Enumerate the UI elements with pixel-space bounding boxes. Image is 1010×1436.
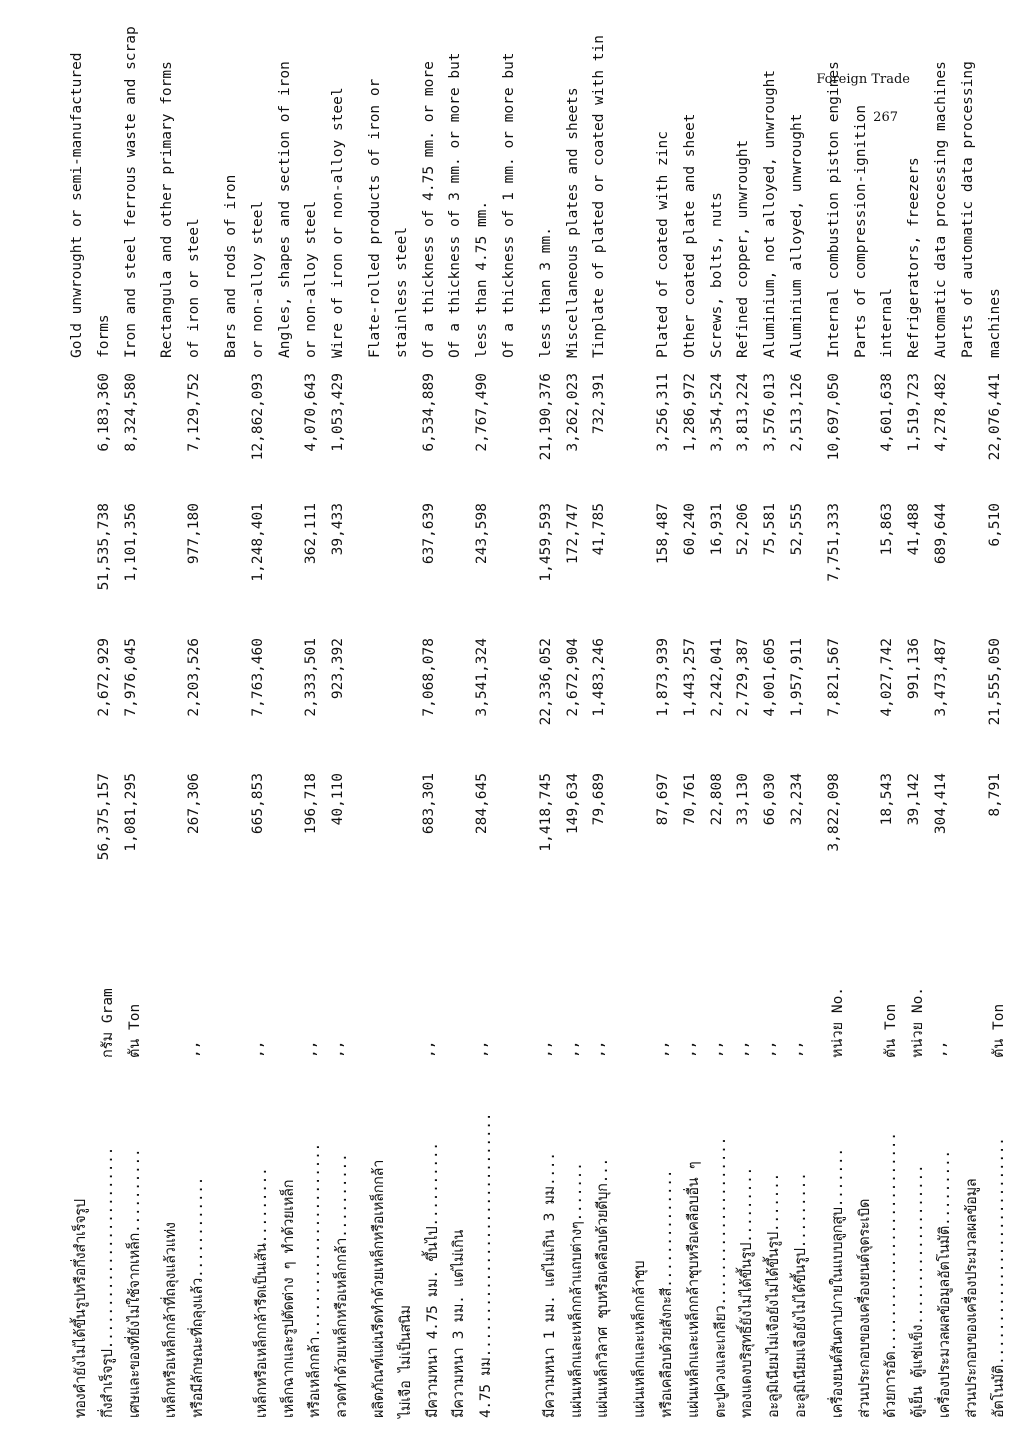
value-cell-2: 7,763,460	[249, 638, 266, 717]
unit-cell: ,,	[654, 1040, 671, 1058]
value-cell-1: 3,822,098	[825, 773, 842, 852]
value-cell-1: 79,689	[591, 773, 608, 826]
english-description: or non-alloy steel	[249, 200, 266, 358]
value-cell-4: 1,053,429	[330, 373, 347, 452]
value-cell-4: 3,354,524	[708, 373, 725, 452]
english-description: Flate-rolled products of iron or	[366, 78, 383, 358]
value-cell-1: 8,791	[986, 773, 1003, 817]
value-cell-2: 2,203,526	[186, 638, 203, 717]
value-cell-1: 683,301	[420, 773, 437, 835]
english-description: Iron and steel ferrous waste and scrap	[122, 26, 139, 358]
table-row	[587, 34, 614, 1418]
table-row	[363, 78, 390, 1418]
unit-cell: ,,	[591, 1040, 608, 1058]
thai-description: แผ่นเหล็กและเหล็กกล้าชุบ	[632, 1260, 649, 1418]
thai-description: อะลูมิเนียมเจือยังไม่ได้ขึ้นรูป.........	[792, 1172, 809, 1418]
thai-description: แผ่นเหล็กและเหล็กกล้าแถบต่างๆ.......	[568, 1162, 585, 1418]
english-description: stainless steel	[393, 227, 410, 358]
thai-description: เครื่องประมวลผลข้อมูลอัตโนมัติ.........	[936, 1150, 953, 1418]
value-cell-3: 637,639	[420, 503, 437, 565]
table-row	[956, 61, 983, 1418]
page-number: 267	[873, 110, 898, 125]
row-spacer	[353, 88, 363, 1418]
running-header-title: Foreign Trade	[816, 72, 910, 87]
value-cell-3: 172,747	[564, 503, 581, 565]
unit-cell: ,,	[681, 1040, 698, 1058]
value-cell-4: 3,813,224	[735, 373, 752, 452]
value-cell-1: 665,853	[249, 773, 266, 835]
value-cell-1: 1,418,745	[537, 773, 554, 852]
thai-description: เหล็กหรือเหล็กกล้าที่ถลุงแล้วแท่ง	[163, 1222, 180, 1418]
value-cell-3: 41,488	[906, 503, 923, 556]
value-cell-1: 70,761	[681, 773, 698, 826]
thai-description: ไม่เจือ ไม่เป็นสนิม	[397, 1305, 414, 1418]
value-cell-2: 991,136	[906, 638, 923, 700]
thai-description: ผลิตภัณฑ์แผ่นรีดทำด้วยเหล็กหรือเหล็กกล้า	[370, 1159, 387, 1418]
english-description: Plated of coated with zinc	[654, 131, 671, 358]
english-description: Miscellaneous plates and sheets	[564, 87, 581, 358]
value-cell-4: 3,262,023	[564, 373, 581, 452]
value-cell-3: 977,180	[186, 503, 203, 565]
table-row	[299, 88, 326, 1418]
value-cell-1: 33,130	[735, 773, 752, 826]
english-description: Of a thickness of 3 mm. or more but	[447, 52, 464, 358]
value-cell-4: 4,278,482	[932, 373, 949, 452]
table-row	[417, 61, 444, 1418]
unit-cell: กรัม Gram	[99, 988, 116, 1058]
table-row	[624, 88, 651, 1418]
unit-cell: หน่วย No.	[910, 986, 927, 1058]
table-row	[119, 26, 146, 1418]
unit-cell: ,,	[564, 1040, 581, 1058]
value-cell-3: 1,459,593	[537, 503, 554, 582]
value-cell-2: 2,672,904	[564, 638, 581, 717]
english-description: Parts of automatic data processing	[959, 61, 976, 358]
value-cell-2: 4,027,742	[879, 638, 896, 717]
thai-description: มีความหนา 4.75 มม. ขึ้นไป..........	[424, 1142, 441, 1418]
english-description: Other coated plate and sheet	[681, 113, 698, 358]
value-cell-3: 52,555	[788, 503, 805, 556]
value-cell-2: 1,873,939	[654, 638, 671, 717]
row-spacer	[812, 88, 822, 1418]
value-cell-3: 75,581	[762, 503, 779, 556]
thai-description: ทองคำยังไม่ได้ขึ้นรูปหรือกึ่งสำเร็จรูป	[73, 1199, 89, 1418]
table-row	[705, 88, 732, 1418]
row-spacer	[524, 88, 534, 1418]
value-cell-3: 158,487	[654, 503, 671, 565]
value-cell-1: 87,697	[654, 773, 671, 826]
thai-description: แผ่นเหล็กวิลาศ ชุบหรือเคลือบด้วยดีบุก...	[595, 1158, 612, 1418]
value-cell-3: 689,644	[932, 503, 949, 565]
value-cell-3: 39,433	[330, 503, 347, 556]
table-row	[758, 69, 785, 1418]
value-cell-4: 3,256,311	[654, 373, 671, 452]
table-row	[65, 52, 92, 1418]
row-spacer	[145, 88, 155, 1418]
value-cell-2: 7,068,078	[420, 638, 437, 717]
thai-description: หรือเคลือบด้วยสังกะสี..............	[658, 1169, 675, 1418]
english-description: Parts of compression-ignition	[852, 104, 869, 358]
english-description: Of a thickness of 4.75 mm. or more	[420, 61, 437, 358]
table-row	[246, 88, 273, 1418]
value-cell-3: 243,598	[474, 503, 491, 565]
table-row	[182, 88, 209, 1418]
value-cell-2: 4,001,605	[762, 638, 779, 717]
value-cell-4: 6,183,360	[95, 373, 112, 452]
value-cell-4: 1,286,972	[681, 373, 698, 452]
table-row	[155, 61, 182, 1418]
value-cell-1: 1,081,295	[122, 773, 139, 852]
value-cell-1: 196,718	[303, 773, 320, 835]
english-description: Aluminium alloyed, unwrought	[788, 113, 805, 358]
unit-cell: ,,	[420, 1040, 437, 1058]
value-cell-3: 16,931	[708, 503, 725, 556]
value-cell-3: 15,863	[879, 503, 896, 556]
table-row	[902, 88, 929, 1418]
unit-cell: ,,	[762, 1040, 779, 1058]
thai-description: มีความหนา 3 มม. แต่ไม่เกิน	[451, 1229, 468, 1418]
english-description: less than 4.75 mm.	[474, 200, 491, 358]
unit-cell: ,,	[735, 1040, 752, 1058]
value-cell-3: 60,240	[681, 503, 698, 556]
english-description: Of a thickness of 1 mm. or more but	[500, 52, 517, 358]
english-description: of iron or steel	[186, 218, 203, 358]
unit-cell: หน่วย No.	[829, 986, 846, 1058]
value-cell-3: 1,248,401	[249, 503, 266, 582]
thai-description: เหล็กหรือเหล็กกล้ารีดเป็นเส้น.........	[253, 1167, 270, 1418]
value-cell-3: 7,751,333	[825, 503, 842, 582]
thai-description: ตะปูควงและเกลียว....................	[712, 1136, 729, 1418]
value-cell-2: 7,976,045	[122, 638, 139, 717]
english-description: machines	[986, 288, 1003, 358]
table-row	[326, 88, 353, 1418]
table-row	[443, 52, 470, 1418]
row-spacer	[209, 88, 219, 1418]
value-cell-1: 39,142	[906, 773, 923, 826]
value-cell-1: 66,030	[762, 773, 779, 826]
unit-cell: ตัน Ton	[990, 1003, 1007, 1058]
value-cell-2: 2,333,501	[303, 638, 320, 717]
value-cell-2: 923,392	[330, 638, 347, 700]
thai-description: แผ่นเหล็กและเหล็กกล้าชุบหรือเคลือบอื่น ๆ	[685, 1161, 702, 1418]
english-description: Internal combustion piston engines	[825, 61, 842, 358]
value-cell-4: 1,519,723	[906, 373, 923, 452]
english-description: internal	[879, 288, 896, 358]
value-cell-4: 8,324,580	[122, 373, 139, 452]
thai-description: เครื่องยนต์สันดาปภายในแบบลูกสูบ.......	[829, 1148, 846, 1418]
table-row	[534, 88, 561, 1418]
table-row	[929, 61, 956, 1418]
thai-description: ส่วนประกอบของเครื่องยนต์จุดระเบิด	[856, 1198, 873, 1418]
table-row	[219, 88, 246, 1418]
table-row	[92, 88, 119, 1418]
table-row	[731, 88, 758, 1418]
value-cell-4: 4,601,638	[879, 373, 896, 452]
value-cell-1: 304,414	[932, 773, 949, 835]
unit-cell: ,,	[932, 1040, 949, 1058]
value-cell-3: 41,785	[591, 503, 608, 556]
value-cell-1: 22,808	[708, 773, 725, 826]
unit-cell: ,,	[330, 1040, 347, 1058]
unit-cell: ตัน Ton	[883, 1003, 900, 1058]
thai-description: เหล็กฉากและรูปตัดต่าง ๆ ทำด้วยเหล็ก	[280, 1179, 297, 1418]
value-cell-2: 2,729,387	[735, 638, 752, 717]
value-cell-4: 12,862,093	[249, 373, 266, 461]
english-description: Refined copper, unwrought	[735, 139, 752, 358]
table-row	[983, 88, 1010, 1418]
value-cell-1: 267,306	[186, 773, 203, 835]
value-cell-3: 52,206	[735, 503, 752, 556]
value-cell-4: 732,391	[591, 373, 608, 435]
english-description: Automatic data processing machines	[932, 61, 949, 358]
thai-description: อะลูมิเนียมไม่เจือยังไม่ได้ขึ้นรูป.......	[766, 1173, 783, 1418]
value-cell-2: 1,443,257	[681, 638, 698, 717]
value-cell-2: 7,821,567	[825, 638, 842, 717]
english-description: Wire of iron or non-alloy steel	[330, 87, 347, 358]
value-cell-4: 2,767,490	[474, 373, 491, 452]
english-description: or non-alloy steel	[303, 200, 320, 358]
value-cell-3: 6,510	[986, 503, 1003, 547]
unit-cell: ,,	[537, 1040, 554, 1058]
table-row	[822, 61, 849, 1418]
table-row	[470, 88, 497, 1418]
table-row	[875, 88, 902, 1418]
value-cell-2: 2,242,041	[708, 638, 725, 717]
thai-description: อัตโนมัติ...........................	[990, 1137, 1007, 1418]
english-description: forms	[95, 314, 112, 358]
value-cell-4: 21,190,376	[537, 373, 554, 461]
value-cell-2: 22,336,052	[537, 638, 554, 726]
thai-description: ด้วยการอัด..........................	[883, 1132, 900, 1418]
table-row	[273, 61, 300, 1418]
unit-cell: ,,	[788, 1040, 805, 1058]
unit-cell: ,,	[474, 1040, 491, 1058]
value-cell-4: 22,076,441	[986, 373, 1003, 461]
table-row	[497, 52, 524, 1418]
table-row	[678, 88, 705, 1418]
english-description: Rectangula and other primary forms	[159, 61, 176, 358]
thai-description: มีความหนา 1 มม. แต่ไม่เกิน 3 มม....	[541, 1152, 558, 1418]
thai-description: กึ่งสำเร็จรูป........................	[99, 1147, 116, 1418]
unit-cell: ,,	[186, 1040, 203, 1058]
thai-description: ทองแดงบริสุทธิ์ยังไม่ได้ขึ้นรูป.........	[739, 1167, 756, 1418]
value-cell-1: 284,645	[474, 773, 491, 835]
table-row	[651, 88, 678, 1418]
thai-description: ส่วนประกอบของเครื่องประมวลผลข้อมูล	[963, 1178, 980, 1418]
value-cell-1: 149,634	[564, 773, 581, 835]
thai-description: ลวดทำด้วยเหล็กหรือเหล็กกล้า..........	[334, 1153, 351, 1418]
value-cell-4: 7,129,752	[186, 373, 203, 452]
row-spacer	[614, 88, 624, 1418]
value-cell-2: 2,672,929	[95, 638, 112, 717]
thai-description: หรือมีลักษณะที่ถลุงแล้ว............	[190, 1176, 207, 1418]
table-row	[390, 88, 417, 1418]
value-cell-4: 10,697,050	[825, 373, 842, 461]
table-row	[785, 88, 812, 1418]
value-cell-4: 4,070,643	[303, 373, 320, 452]
value-cell-1: 18,543	[879, 773, 896, 826]
thai-description: เศษและของที่ยังไม่ใช้จากเหล็ก..........	[126, 1148, 143, 1418]
value-cell-1: 40,110	[330, 773, 347, 826]
value-cell-2: 3,541,324	[474, 638, 491, 717]
thai-description: 4.75 มม.............................	[478, 1112, 495, 1418]
english-description: Angles, shapes and section of iron	[276, 61, 293, 358]
value-cell-4: 3,576,013	[762, 373, 779, 452]
table-row	[561, 88, 588, 1418]
english-description: Tinplate of plated or coated with tin	[591, 34, 608, 358]
table-row	[849, 88, 876, 1418]
value-cell-3: 1,101,356	[122, 503, 139, 582]
value-cell-2: 21,555,050	[986, 638, 1003, 726]
value-cell-1: 56,375,157	[95, 773, 112, 861]
value-cell-1: 32,234	[788, 773, 805, 826]
unit-cell: ,,	[249, 1040, 266, 1058]
value-cell-4: 2,513,126	[788, 373, 805, 452]
english-description: Bars and rods of iron	[222, 174, 239, 358]
english-description: Gold unwrought or semi-manufactured	[69, 52, 85, 358]
unit-cell: ,,	[708, 1040, 725, 1058]
value-cell-2: 3,473,487	[932, 638, 949, 717]
english-description: Screws, bolts, nuts	[708, 192, 725, 358]
english-description: Refrigerators, freezers	[906, 157, 923, 358]
value-cell-4: 6,534,889	[420, 373, 437, 452]
value-cell-2: 1,483,246	[591, 638, 608, 717]
english-description: Aluminium, not alloyed, unwrought	[762, 69, 779, 358]
thai-description: ตู้เย็น ตู้แช่แข็ง...................	[910, 1164, 927, 1418]
value-cell-3: 51,535,738	[95, 503, 112, 591]
english-description: less than 3 mm.	[537, 227, 554, 358]
thai-description: หรือเหล็กกล้า.......................	[307, 1143, 324, 1418]
unit-cell: ตัน Ton	[126, 1003, 143, 1058]
value-cell-2: 1,957,911	[788, 638, 805, 717]
unit-cell: ,,	[303, 1040, 320, 1058]
value-cell-3: 362,111	[303, 503, 320, 565]
